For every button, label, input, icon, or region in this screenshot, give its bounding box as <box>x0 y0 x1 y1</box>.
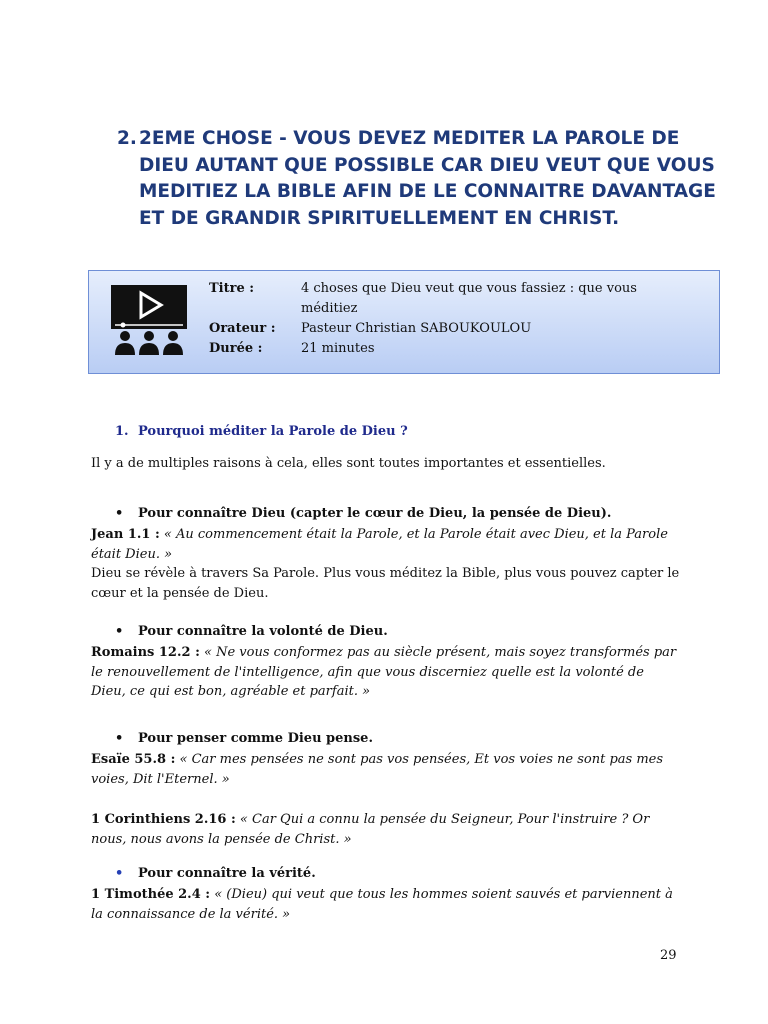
verse-quote: « Car Qui a connu la pensée du Seigneur, Pour l'instruire ? Or nous, nous avons la pensée de Christ. » <box>91 812 650 847</box>
verse-reference: Jean 1.1 : <box>91 527 160 542</box>
verse-paragraph-2 <box>91 643 681 702</box>
heading-number: 2. <box>117 128 137 149</box>
heading-text: 2EME CHOSE - VOUS DEVEZ MEDITER LA PAROLE DE DIEU AUTANT QUE POSSIBLE CAR DIEU VEUT QUE VOUS MEDITIEZ LA BIBLE AFIN DE LE CONNAITRE DAVANTAGE ET DE GRANDIR SPIRITUELLEMENT EN CHRIST. <box>139 128 716 229</box>
page-number: 29 <box>660 948 677 963</box>
verse-paragraph-1 <box>91 525 681 564</box>
bullet-point-3 <box>115 731 373 746</box>
title-label: Titre : <box>209 281 255 296</box>
bullet-text: Pour connaître la volonté de Dieu. <box>138 624 388 639</box>
bullet-point-4 <box>115 866 316 881</box>
bullet-dot: • <box>115 506 124 521</box>
verse-reference: 1 Corinthiens 2.16 : <box>91 812 236 827</box>
verse-quote: « Ne vous conformez pas au siècle présent, mais soyez transformés par le renouvellement de l'intelligence, afin que vous discerniez quelle est la volonté de Dieu, ce qui est bon, agréable et parfait. » <box>91 645 677 699</box>
verse-quote: « (Dieu) qui veut que tous les hommes soient sauvés et parviennent à la connaissance de la vérité. » <box>91 887 673 922</box>
verse-quote: « Car mes pensées ne sont pas vos pensées, Et vos voies ne sont pas mes voies, Dit l'Eternel. » <box>91 752 664 787</box>
subsection-number: 1. <box>115 424 129 439</box>
bullet-text: Pour connaître la vérité. <box>138 866 316 881</box>
verse-quote: « Au commencement était la Parole, et la Parole était avec Dieu, et la Parole était Dieu. » <box>91 527 668 562</box>
bullet-text: Pour connaître Dieu (capter le cœur de Dieu, la pensée de Dieu). <box>138 506 612 521</box>
verse-paragraph-5 <box>91 885 681 924</box>
duration-label: Durée : <box>209 341 263 356</box>
verse-paragraph-4 <box>91 810 681 849</box>
bullet-text: Pour penser comme Dieu pense. <box>138 731 373 746</box>
section-heading <box>117 126 717 232</box>
intro-paragraph: Il y a de multiples raisons à cela, elles sont toutes importantes et essentielles. <box>91 456 606 471</box>
subsection-title: Pourquoi méditer la Parole de Dieu ? <box>138 424 408 439</box>
info-row-title <box>209 279 641 319</box>
bullet-dot: • <box>115 731 124 746</box>
verse-reference: 1 Timothée 2.4 : <box>91 887 211 902</box>
info-row-speaker <box>209 319 641 339</box>
info-row-duration <box>209 339 641 359</box>
subsection-heading <box>115 424 408 439</box>
verse-paragraph-3 <box>91 750 681 789</box>
bullet-dot: • <box>115 624 124 639</box>
bullet-point-2 <box>115 624 388 639</box>
video-info-box <box>88 270 720 374</box>
duration-value: 21 minutes <box>301 341 375 356</box>
info-table <box>209 279 641 359</box>
speaker-label: Orateur : <box>209 321 276 336</box>
title-value: 4 choses que Dieu veut que vous fassiez : que vous méditiez <box>301 281 637 316</box>
bullet-point-1 <box>115 506 611 521</box>
verse-reference: Romains 12.2 : <box>91 645 200 660</box>
explanation-paragraph: Dieu se révèle à travers Sa Parole. Plus vous méditez la Bible, plus vous pouvez capter le cœur et la pensée de Dieu. <box>91 566 680 601</box>
speaker-value: Pasteur Christian SABOUKOULOU <box>301 321 532 336</box>
verse-reference: Esaïe 55.8 : <box>91 752 176 767</box>
video-presentation-icon <box>111 285 187 357</box>
bullet-dot: • <box>115 866 124 881</box>
